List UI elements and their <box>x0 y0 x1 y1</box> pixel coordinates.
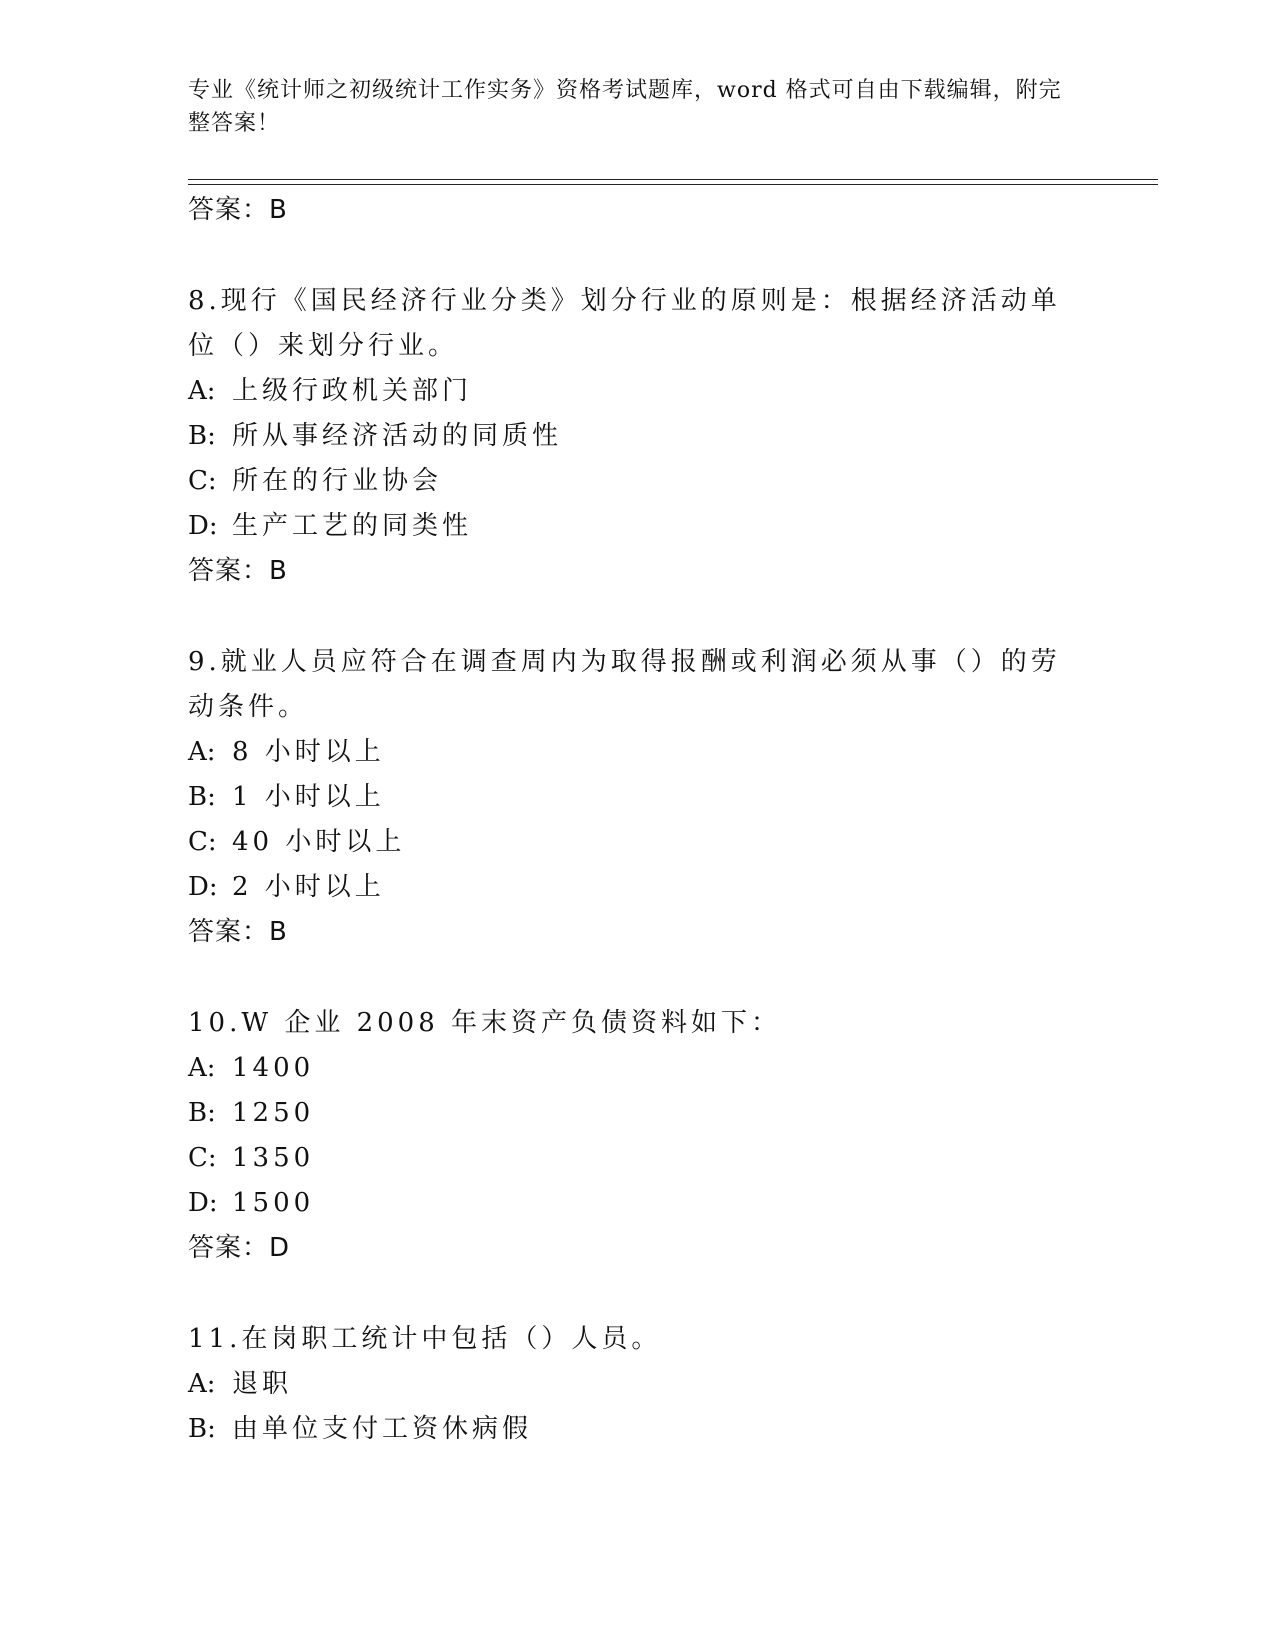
option-a <box>188 1362 1088 1407</box>
question-list <box>188 188 1088 1452</box>
option-text: 由单位支付工资休病假 <box>232 1414 533 1444</box>
option-text: 退职 <box>232 1369 293 1399</box>
option-d <box>188 1181 1088 1226</box>
option-letter: A: <box>188 737 216 767</box>
option-text: 2 小时以上 <box>232 872 385 902</box>
option-text: 1250 <box>232 1098 315 1128</box>
header-divider-top <box>188 179 1158 180</box>
option-letter: D: <box>188 1188 218 1218</box>
option-text: 1500 <box>232 1188 315 1218</box>
option-c <box>188 820 1088 865</box>
option-text: 1 小时以上 <box>232 782 385 812</box>
option-d <box>188 504 1088 549</box>
option-c <box>188 1136 1088 1181</box>
option-text: 生产工艺的同类性 <box>232 511 473 541</box>
document-header: 专业《统计师之初级统计工作实务》资格考试题库，word 格式可自由下载编辑，附完整答案！ <box>188 78 1062 136</box>
answer-line: 答案：B <box>188 556 288 586</box>
option-b <box>188 1407 1088 1452</box>
option-a <box>188 369 1088 414</box>
answer-line: 答案：B <box>188 195 288 225</box>
option-text: 上级行政机关部门 <box>232 376 473 406</box>
question-item <box>188 640 1088 955</box>
option-a <box>188 1046 1088 1091</box>
option-letter: C: <box>188 827 217 857</box>
option-c <box>188 459 1088 504</box>
option-letter: A: <box>188 376 216 406</box>
option-b <box>188 414 1088 459</box>
option-letter: A: <box>188 1053 216 1083</box>
answer-line: 答案：B <box>188 917 288 947</box>
question-stem: 11.在岗职工统计中包括（）人员。 <box>188 1324 662 1354</box>
option-text: 8 小时以上 <box>232 737 385 767</box>
option-letter: B: <box>188 1098 216 1128</box>
option-text: 1350 <box>232 1143 315 1173</box>
option-letter: D: <box>188 511 218 541</box>
option-a <box>188 730 1088 775</box>
question-stem: 10.W 企业 2008 年末资产负债资料如下： <box>188 1008 782 1038</box>
option-letter: A: <box>188 1369 216 1399</box>
option-letter: C: <box>188 466 217 496</box>
option-letter: B: <box>188 782 216 812</box>
question-item <box>188 1317 1088 1452</box>
answer-line: 答案：D <box>188 1233 291 1263</box>
question-stem: 8.现行《国民经济行业分类》划分行业的原则是：根据经济活动单位（）来划分行业。 <box>188 286 1061 361</box>
option-text: 1400 <box>232 1053 315 1083</box>
option-letter: D: <box>188 872 218 902</box>
option-b <box>188 775 1088 820</box>
question-item <box>188 1001 1088 1271</box>
option-text: 所在的行业协会 <box>232 466 443 496</box>
option-letter: B: <box>188 421 216 451</box>
option-text: 40 小时以上 <box>232 827 406 857</box>
option-letter: C: <box>188 1143 217 1173</box>
option-d <box>188 865 1088 910</box>
header-divider-bottom <box>188 184 1158 185</box>
option-b <box>188 1091 1088 1136</box>
question-item <box>188 279 1088 594</box>
option-text: 所从事经济活动的同质性 <box>232 421 563 451</box>
question-stem: 9.就业人员应符合在调查周内为取得报酬或利润必须从事（）的劳动条件。 <box>188 647 1061 722</box>
option-letter: B: <box>188 1414 216 1444</box>
